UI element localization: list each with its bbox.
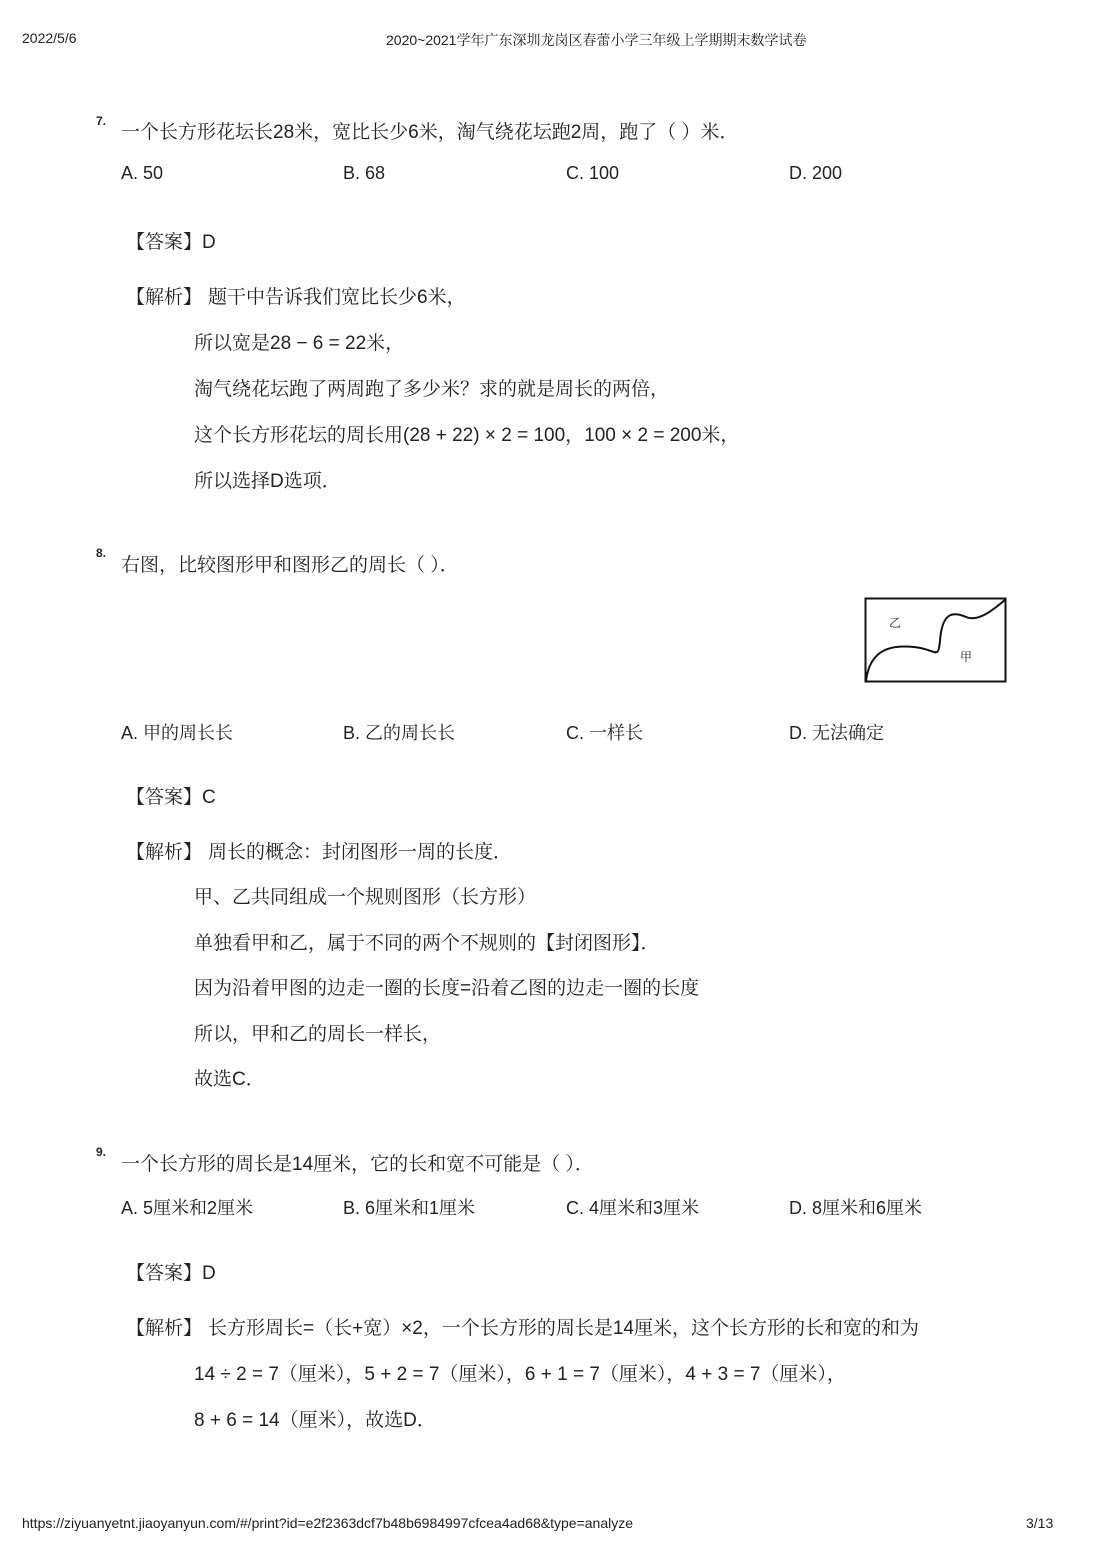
analysis-line: 所以，甲和乙的周长一样长， bbox=[194, 1024, 442, 1045]
option-b: B. 68 bbox=[343, 163, 386, 183]
figure-label-yi: 乙 bbox=[889, 616, 902, 630]
option-b: B. 6厘米和1厘米 bbox=[343, 1198, 476, 1218]
analysis-line: 长方形周长=（长+宽）×2，一个长方形的周长是14厘米，这个长方形的长和宽的和为 bbox=[208, 1318, 919, 1339]
page-number: 3/13 bbox=[1026, 1515, 1054, 1531]
answer: 【答案】C bbox=[126, 787, 216, 808]
analysis-line: 甲、乙共同组成一个规则图形（长方形） bbox=[194, 887, 537, 908]
answer: 【答案】D bbox=[126, 1263, 216, 1284]
option-b: B. 乙的周长长 bbox=[343, 723, 456, 743]
option-a: A. 5厘米和2厘米 bbox=[121, 1198, 254, 1218]
analysis-label: 【解析】 bbox=[126, 1318, 203, 1339]
analysis-line: 所以选择D选项． bbox=[194, 471, 341, 492]
question-text: 一个长方形花坛长28米，宽比长少6米，淘气绕花坛跑2周，跑了（ ）米． bbox=[121, 122, 739, 143]
figure-label-jia: 甲 bbox=[960, 650, 973, 664]
question-text: 右图，比较图形甲和图形乙的周长（ ）． bbox=[121, 555, 459, 576]
analysis-line: 淘气绕花坛跑了两周跑了多少米？求的就是周长的两倍， bbox=[194, 379, 670, 400]
analysis-line: 题干中告诉我们宽比长少6米， bbox=[208, 287, 466, 308]
analysis-line: 所以宽是28 − 6 = 22米， bbox=[194, 333, 405, 354]
analysis-line: 周长的概念：封闭图形一周的长度． bbox=[208, 842, 513, 863]
option-d: D. 无法确定 bbox=[789, 723, 885, 743]
perimeter-figure bbox=[864, 597, 1008, 683]
option-c: C. 4厘米和3厘米 bbox=[566, 1198, 700, 1218]
page-url: https://ziyuanyetnt.jiaoyanyun.com/#/print?id=e2f2363dcf7b48b6984997cfcea4ad68&type=analyze bbox=[22, 1515, 634, 1531]
analysis-line: 故选C． bbox=[194, 1069, 265, 1090]
option-d: D. 8厘米和6厘米 bbox=[789, 1198, 923, 1218]
analysis-line: 因为沿着甲图的边走一圈的长度=沿着乙图的边走一圈的长度 bbox=[194, 978, 700, 999]
answer: 【答案】D bbox=[126, 232, 216, 253]
option-d: D. 200 bbox=[789, 163, 843, 183]
print-date: 2022/5/6 bbox=[22, 30, 77, 46]
option-c: C. 一样长 bbox=[566, 723, 644, 743]
question-number: 8. bbox=[96, 546, 107, 560]
option-a: A. 甲的周长长 bbox=[121, 723, 234, 743]
analysis-label: 【解析】 bbox=[126, 842, 203, 863]
question-number: 9. bbox=[96, 1145, 107, 1159]
analysis-line: 8 + 6 = 14（厘米），故选D． bbox=[194, 1410, 436, 1431]
analysis-line: 14 ÷ 2 = 7（厘米），5 + 2 = 7（厘米），6 + 1 = 7（厘米），4 + 3 = 7（厘米）， bbox=[194, 1364, 846, 1385]
question-number: 7. bbox=[96, 114, 107, 128]
document-title: 2020~2021学年广东深圳龙岗区春蕾小学三年级上学期期末数学试卷 bbox=[386, 32, 807, 48]
analysis-line: 这个长方形花坛的周长用(28 + 22) × 2 = 100，100 × 2 = 200米， bbox=[194, 425, 740, 446]
figure-rectangle bbox=[866, 599, 1006, 682]
option-c: C. 100 bbox=[566, 163, 620, 183]
option-a: A. 50 bbox=[121, 163, 164, 183]
question-text: 一个长方形的周长是14厘米，它的长和宽不可能是（ ）． bbox=[121, 1154, 594, 1175]
analysis-line: 单独看甲和乙，属于不同的两个不规则的【封闭图形】． bbox=[194, 933, 660, 954]
analysis-label: 【解析】 bbox=[126, 287, 203, 308]
